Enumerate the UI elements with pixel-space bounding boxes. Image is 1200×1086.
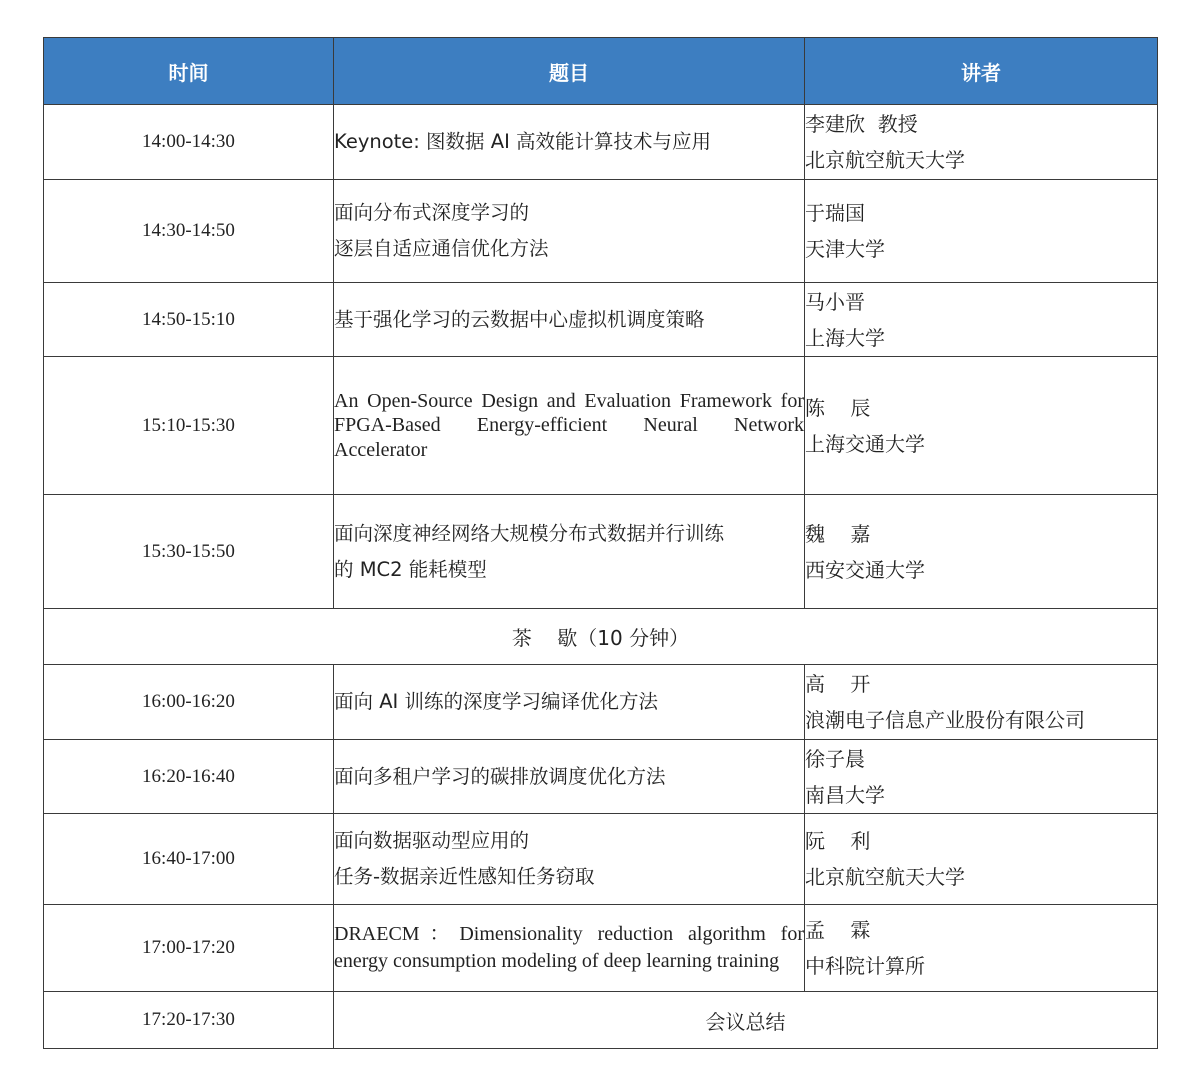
- time-cell: 14:00-14:30: [44, 105, 334, 180]
- header-speaker: 讲者: [805, 38, 1158, 105]
- topic-line: 的 MC2 能耗模型: [334, 557, 487, 581]
- topic-cell: [334, 495, 805, 609]
- speaker-org: 天津大学: [805, 237, 885, 261]
- topic-cell: [334, 180, 805, 283]
- speaker-cell: [805, 105, 1158, 180]
- speaker-org: 西安交通大学: [805, 557, 925, 582]
- speaker-cell: [805, 495, 1158, 609]
- table-row: [44, 665, 1158, 740]
- time-cell: 15:10-15:30: [44, 357, 334, 495]
- time-cell: 17:20-17:30: [44, 992, 334, 1049]
- schedule-table: [43, 37, 1158, 1049]
- table-row: [44, 814, 1158, 905]
- speaker-org: 上海交通大学: [805, 431, 925, 456]
- speaker-name: 李建欣 教授: [805, 112, 918, 136]
- speaker-name: 高 开: [805, 672, 871, 696]
- topic-cell: [334, 357, 805, 495]
- time-cell: 16:20-16:40: [44, 740, 334, 814]
- topic-line: 面向多租户学习的碳排放调度优化方法: [334, 764, 666, 788]
- topic-cell: [334, 665, 805, 740]
- topic-line: An Open-Source Design and Evaluation Framework for FPGA-Based Energy-efficient Neural Network Accelerator: [334, 389, 804, 461]
- topic-cell: [334, 283, 805, 357]
- speaker-cell: [805, 905, 1158, 992]
- table-row: [44, 357, 1158, 495]
- topic-line: 逐层自适应通信优化方法: [334, 237, 549, 260]
- time-cell: 16:40-17:00: [44, 814, 334, 905]
- header-time: 时间: [44, 38, 334, 105]
- topic-cell: [334, 740, 805, 814]
- table-row: [44, 180, 1158, 283]
- speaker-name: 孟 霖: [805, 918, 871, 942]
- time-cell: 15:30-15:50: [44, 495, 334, 609]
- closing-row: [44, 992, 1158, 1049]
- speaker-name: 马小晋: [805, 289, 865, 314]
- topic-line: 任务-数据亲近性感知任务窃取: [334, 865, 595, 888]
- header-topic: 题目: [334, 38, 805, 105]
- topic-line: 面向 AI 训练的深度学习编译优化方法: [334, 690, 658, 713]
- table-row: [44, 105, 1158, 180]
- speaker-name: 陈 辰: [805, 395, 871, 420]
- topic-line: 面向数据驱动型应用的: [334, 829, 530, 852]
- speaker-cell: [805, 357, 1158, 495]
- speaker-name: 魏 嘉: [805, 521, 871, 546]
- speaker-org: 浪潮电子信息产业股份有限公司: [805, 708, 1085, 732]
- speaker-name: 徐子晨: [805, 746, 865, 771]
- speaker-cell: [805, 180, 1158, 283]
- time-cell: 17:00-17:20: [44, 905, 334, 992]
- time-cell: 16:00-16:20: [44, 665, 334, 740]
- topic-line: 面向深度神经网络大规模分布式数据并行训练: [334, 521, 725, 545]
- speaker-name: 于瑞国: [805, 201, 865, 225]
- speaker-org: 中科院计算所: [805, 954, 925, 978]
- break-row: [44, 609, 1158, 665]
- topic-cell: [334, 905, 805, 992]
- speaker-cell: [805, 665, 1158, 740]
- speaker-org: 北京航空航天大学: [805, 148, 965, 172]
- speaker-org: 南昌大学: [805, 782, 885, 807]
- header-row: [44, 38, 1158, 105]
- time-cell: 14:50-15:10: [44, 283, 334, 357]
- tea-break-label: 茶 歇（10 分钟）: [44, 609, 1158, 665]
- speaker-name: 阮 利: [805, 829, 871, 853]
- speaker-org: 北京航空航天大学: [805, 865, 965, 889]
- table-row: [44, 905, 1158, 992]
- topic-line: DRAECM：Dimensionality reduction algorithm for energy consumption modeling of deep learning training: [334, 923, 804, 972]
- topic-line: Keynote: 图数据 AI 高效能计算技术与应用: [334, 130, 712, 153]
- speaker-cell: [805, 283, 1158, 357]
- table-row: [44, 740, 1158, 814]
- table-row: [44, 283, 1158, 357]
- closing-label: 会议总结: [334, 992, 1158, 1049]
- topic-cell: [334, 814, 805, 905]
- speaker-cell: [805, 814, 1158, 905]
- table-row: [44, 495, 1158, 609]
- topic-line: 基于强化学习的云数据中心虚拟机调度策略: [334, 307, 705, 331]
- speaker-org: 上海大学: [805, 325, 885, 350]
- speaker-cell: [805, 740, 1158, 814]
- topic-cell: [334, 105, 805, 180]
- time-cell: 14:30-14:50: [44, 180, 334, 283]
- topic-line: 面向分布式深度学习的: [334, 201, 530, 224]
